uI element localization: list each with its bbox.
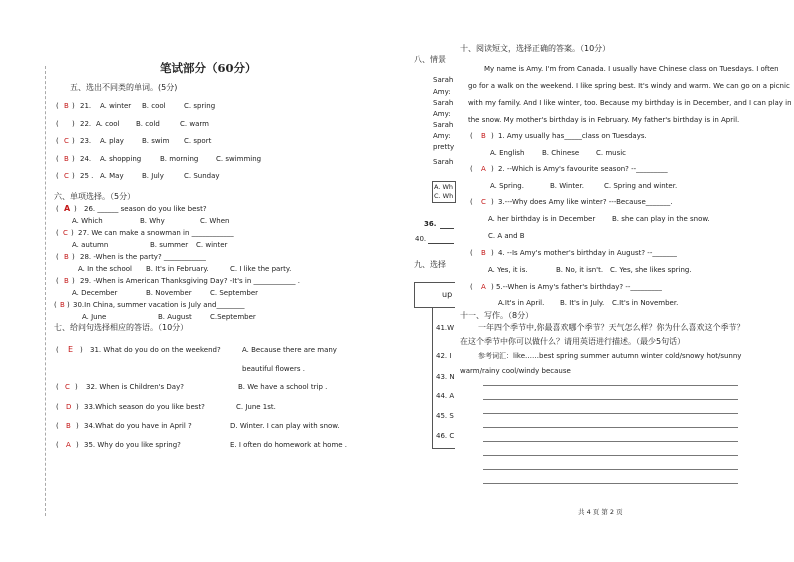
section11-title: 十一、写作。（8分） bbox=[460, 311, 534, 320]
passage-line-3: with my family. And I like winter, too. Because my birthday is in December, and I can play in bbox=[468, 99, 792, 107]
reference-words-2: warm/rainy cool/windy because bbox=[460, 367, 571, 375]
passage-line-4: the snow. My mother's birthday is in February. My father's birthday is in April. bbox=[468, 116, 740, 124]
passage-line-2: go for a walk on the weekend. I like spring best. It's windy and warm. We can go on a picnic bbox=[468, 82, 790, 90]
writing-prompt-1: 一年四个季节中,你最喜欢哪个季节？天气怎么样？你为什么喜欢这个季节？ bbox=[478, 323, 745, 332]
section5-title: 五、选出不同类的单词。(5分) bbox=[70, 83, 178, 92]
line-36: 36. bbox=[424, 220, 437, 228]
answer-21: B bbox=[64, 102, 69, 110]
written-part-title: 笔试部分（60分） bbox=[160, 61, 257, 75]
section10-title: 十、阅读短文，选择正确的答案。（10分） bbox=[460, 44, 611, 53]
section9-title: 九、选择 bbox=[414, 260, 446, 269]
page-footer: 共 4 页 第 2 页 bbox=[578, 508, 623, 516]
reference-words-1: 参考词汇：like……best spring summer autumn winter cold/snowy hot/sunny bbox=[478, 352, 742, 360]
line-40: 40. bbox=[415, 235, 427, 243]
match-row-31-continued: beautiful flowers . bbox=[242, 365, 305, 373]
writing-prompt-2: 在这个季节中你可以做什么？请用英语进行描述。（最少5句话） bbox=[460, 337, 686, 346]
passage-line-1: My name is Amy. I'm from Canada. I usually have Chinese class on Tuesdays. I often bbox=[484, 65, 779, 73]
section7-title: 七、给问句选择相应的答语。（10分） bbox=[54, 323, 189, 332]
binding-margin-line bbox=[45, 66, 46, 516]
section8-title: 八、情景 bbox=[414, 55, 446, 64]
section6-title: 六、单项选择。（5分） bbox=[54, 192, 136, 201]
exam-page: 笔试部分（60分） 五、选出不同类的单词。(5分) ( B ) 21. A. winter B. cool C. spring ( ) 22. A. cool B. cold C. warm ( C ) 23. A. play B. swim C. sport ( B ) 24. A. shopping B. morning C. swimming ( C ) 25 . A. May B. July C. Sunday 六、单项选择。（5分） ( A ) 26. ______ season do you like best? A. Which B. Why C. When ( C ) 27. We can make a snowman in ____________ A. autumn B. summer C. winter ( B ) 28. -When is the party? ____________ A. In the school B. It's in February. C. I like the party. ( B ) 29. -When is American Thanksgiving Day? -It's in ____________ . A. December B. November C. September ( B ) 30.In China, summer vacation is July and________ A. June B. August C.September 七、给问句选择相应的答语。（10分） ( E ) 31. What do you do on the weekend? A. Because there are many beautiful flowers . ( C ) 32. When is Children's Day? B. We have a school trip . ( D ) 33.Which season do you like best? C. June 1st. ( B ) 34.What do you have in April ? D. Winter. I can play with snow. ( A ) 35. Why do you like spring? E. I often do homework at home . 八、情景 Sarah Amy: Sarah Amy: Sarah Amy: pretty Sarah A. Wh C. Wh 36. 40. 九、选择 up 41.W 42. I 43. N 44. A 45. S 46. C 十、阅读短文，选择正确的答案。（10分） My name is Amy. I'm from Canada. I usually have Chinese class on Tuesdays. I often go for a walk on the weekend. I like spring best. It's windy and warm. We can go on a picnic with my family. And I like winter, too. Because my birthday is in December, and I can play in the snow. My mother's birthday is in February. My father's birthday is in April. ( B ) 1. Amy usually has_____class on Tuesdays. A. English B. Chinese C. music ( A ) 2. --Which is Amy's favourite season? --_________ A. Spring. B. Winter. C. Spring and winter. ( C ) 3.---Why does Amy like winter? ---Because_______. A. her birthday is in December B. she can play in the snow. C. A and B ( B ) 4. --Is Amy's mother's birthday in August? --_______ A. Yes, it is. B. No, it isn't. C. Yes, she likes spring. ( A ) 5.--When is Amy's father's birthday? --_________ A.It's in April. B. It's in July. C.It's in November. 十一、写作。（8分） 一年四个季节中,你最喜欢哪个季节？天气怎么样？你为什么喜欢这个季节？ 在这个季节中你可以做什么？请用英语进行描述。（最少5句话） 参考词汇：like……best spring summer autumn winter cold/snowy hot/sunny warm/rainy cool/windy because 共 4 页 第 2 页 bbox=[0, 0, 794, 562]
